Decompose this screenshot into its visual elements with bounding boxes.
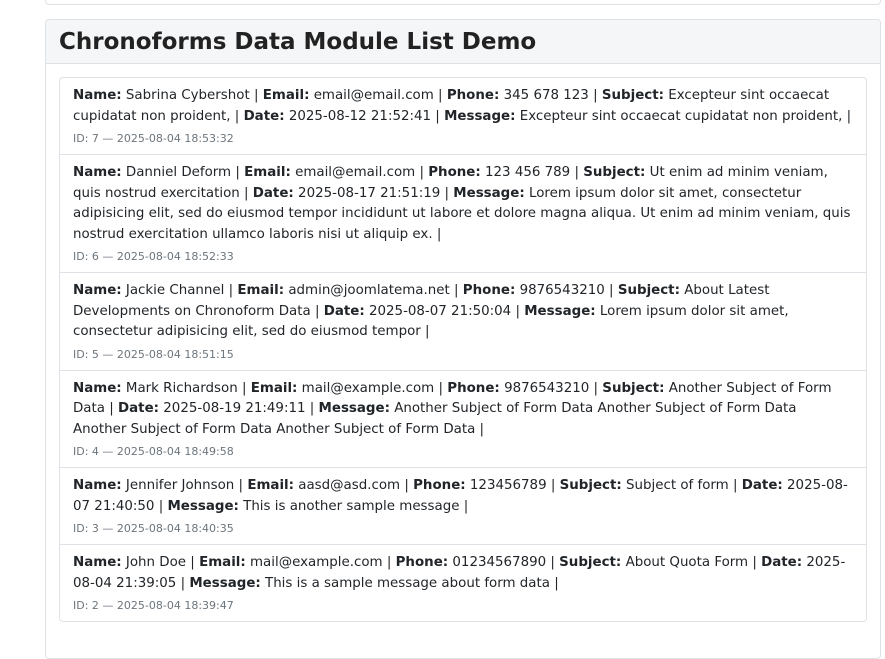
field-label-subject: Subject: (601, 88, 664, 103)
meta-dash: — (98, 250, 117, 263)
field-label-email: Email: (250, 380, 298, 396)
field-value-subject: About Latest Developments on Chronoform Data (73, 283, 770, 319)
entry-meta (73, 444, 853, 460)
field-separator: | (546, 478, 560, 493)
field-label-email: Email: (199, 555, 246, 570)
field-label-phone: Phone: (447, 380, 500, 396)
field-label-subject: Subject: (559, 555, 622, 570)
field-separator: | (728, 478, 742, 493)
field-label-name: Name: (73, 88, 122, 103)
field-label-name: Name: (73, 165, 122, 180)
list-item (60, 155, 866, 273)
field-label-message: Message: (453, 185, 525, 201)
field-separator: | (459, 498, 469, 514)
field-separator: | (431, 108, 445, 124)
list-item (60, 468, 866, 545)
field-label-name: Name: (73, 555, 122, 570)
field-value-message: Lorem ipsum dolor sit amet, consectetur adipisicing elit, sed do eiusmod tempor (73, 303, 789, 339)
field-label-subject: Subject: (602, 380, 665, 396)
field-separator: | (382, 555, 396, 570)
entry-id: 2 (91, 599, 99, 612)
id-prefix: ID: (73, 599, 92, 612)
field-separator: | (588, 88, 602, 103)
field-separator: | (154, 498, 168, 514)
entry-created: 2025-08-04 18:40:35 (116, 522, 234, 535)
entry-meta (73, 249, 853, 265)
id-prefix: ID: (73, 445, 92, 458)
entry-id: 6 (91, 250, 99, 263)
field-separator: | (440, 185, 454, 201)
field-separator: | (748, 555, 762, 570)
field-value-phone: 01234567890 (452, 555, 547, 570)
field-value-name: Sabrina Cybershot (125, 88, 250, 103)
field-label-date: Date: (243, 108, 285, 124)
field-value-date: 2025-08-12 21:52:41 (288, 108, 432, 124)
field-value-message: This is a sample message about form data (265, 575, 550, 591)
field-value-subject: Another Subject of Form Data (73, 380, 832, 416)
entry-meta (73, 131, 853, 147)
field-value-message: Lorem ipsum dolor sit amet, consectetur adipisicing elit, sed do eiusmod tempor incididunt ut labore et dolore magna aliqua. Ut enim ad minim veniam, quis nostrud exercitation ullamco laboris nisi ut aliquip ex. (73, 185, 851, 242)
id-prefix: ID: (73, 250, 92, 263)
field-separator: | (186, 555, 200, 570)
field-separator: | (432, 226, 442, 242)
entry-text (73, 281, 853, 343)
field-value-phone: 9876543210 (504, 380, 590, 396)
meta-dash: — (98, 445, 117, 458)
field-value-name: Mark Richardson (125, 380, 238, 396)
list-item (60, 78, 866, 155)
field-separator: | (176, 575, 190, 591)
data-list-card (45, 19, 881, 659)
field-value-date: 2025-08-17 21:51:19 (298, 185, 441, 201)
entry-created: 2025-08-04 18:49:58 (116, 445, 234, 458)
field-value-subject: About Quota Form (625, 555, 749, 570)
entry-created: 2025-08-04 18:52:33 (116, 250, 234, 263)
field-value-phone: 123456789 (469, 478, 547, 493)
field-separator: | (433, 88, 447, 103)
field-separator: | (234, 478, 248, 493)
field-value-message: Excepteur sint occaecat cupidatat non proident, (519, 108, 843, 124)
field-label-email: Email: (237, 283, 285, 298)
field-separator: | (475, 421, 485, 437)
field-separator: | (604, 283, 618, 298)
field-label-subject: Subject: (559, 478, 622, 493)
field-value-name: Jennifer Johnson (125, 478, 235, 493)
field-value-date: 2025-08-04 21:39:05 (73, 555, 846, 591)
field-label-date: Date: (252, 185, 294, 201)
field-value-date: 2025-08-07 21:40:50 (73, 478, 848, 514)
entry-text (73, 553, 853, 594)
field-separator: | (434, 380, 448, 396)
card-header (46, 20, 880, 64)
field-value-email: email@email.com (313, 88, 434, 103)
field-label-email: Email: (247, 478, 294, 493)
entry-id: 4 (91, 445, 99, 458)
entry-text (73, 163, 853, 245)
field-label-name: Name: (73, 478, 122, 493)
card-body (46, 64, 880, 622)
field-value-email: email@email.com (295, 165, 416, 180)
field-separator: | (570, 165, 584, 180)
field-value-message: Another Subject of Form Data Another Subject of Form Data Another Subject of Form Data Another Subject of Form Data (73, 401, 797, 437)
field-separator: | (224, 283, 238, 298)
field-separator: | (104, 401, 119, 416)
id-prefix: ID: (73, 347, 92, 361)
field-value-subject: Subject of form (626, 478, 729, 493)
field-label-date: Date: (741, 478, 783, 493)
entry-meta (73, 521, 853, 537)
id-prefix: ID: (73, 132, 92, 145)
entry-text (73, 379, 853, 441)
meta-dash: — (98, 132, 117, 145)
entry-created: 2025-08-04 18:51:15 (116, 347, 234, 361)
field-separator: | (305, 401, 319, 416)
field-separator: | (230, 108, 244, 124)
field-label-message: Message: (189, 575, 261, 591)
field-label-date: Date: (761, 555, 803, 570)
field-value-date: 2025-08-19 21:49:11 (163, 401, 306, 416)
field-value-phone: 9876543210 (519, 283, 605, 298)
entry-created: 2025-08-04 18:53:32 (116, 132, 234, 145)
list-item (60, 371, 866, 469)
field-label-name: Name: (73, 283, 122, 298)
field-separator: | (589, 380, 603, 396)
field-label-email: Email: (244, 165, 291, 180)
field-value-message: This is another sample message (243, 498, 460, 514)
meta-dash: — (98, 522, 117, 535)
meta-dash: — (98, 599, 117, 612)
field-label-name: Name: (73, 380, 122, 396)
entry-id: 5 (91, 347, 99, 361)
entry-meta (73, 347, 853, 363)
field-separator: | (842, 108, 852, 124)
field-value-email: aasd@asd.com (298, 478, 401, 493)
entry-created: 2025-08-04 18:39:47 (116, 599, 234, 612)
field-value-email: mail@example.com (301, 380, 435, 396)
field-separator: | (449, 283, 463, 298)
entry-id: 3 (91, 522, 99, 535)
entries-list (59, 77, 867, 622)
field-separator: | (546, 555, 560, 570)
entry-text (73, 476, 853, 517)
field-separator: | (249, 88, 263, 103)
field-value-subject: Ut enim ad minim veniam, quis nostrud exercitation (73, 165, 828, 201)
field-separator: | (400, 478, 414, 493)
field-label-phone: Phone: (462, 283, 516, 298)
field-separator: | (511, 303, 525, 319)
field-separator: | (310, 303, 324, 319)
entry-meta (73, 598, 853, 614)
entry-text (73, 86, 853, 127)
field-label-message: Message: (444, 108, 516, 124)
field-label-phone: Phone: (413, 478, 466, 493)
field-value-name: Danniel Deform (125, 165, 232, 180)
list-item (60, 273, 866, 371)
field-separator: | (237, 380, 251, 396)
field-label-subject: Subject: (617, 283, 680, 298)
field-value-name: John Doe (125, 555, 187, 570)
field-label-phone: Phone: (446, 88, 500, 103)
field-label-email: Email: (262, 88, 310, 103)
field-value-phone: 345 678 123 (503, 88, 589, 103)
field-label-message: Message: (524, 303, 596, 319)
field-label-phone: Phone: (428, 165, 481, 180)
field-separator: | (549, 575, 559, 591)
field-label-date: Date: (118, 401, 160, 416)
meta-dash: — (98, 347, 117, 361)
field-value-email: admin@joomlatema.net (288, 283, 450, 298)
field-value-name: Jackie Channel (125, 283, 225, 298)
field-separator: | (239, 185, 253, 201)
list-item (60, 545, 866, 621)
field-separator: | (420, 324, 430, 339)
field-value-email: mail@example.com (250, 555, 383, 570)
field-separator: | (231, 165, 245, 180)
field-label-date: Date: (323, 303, 365, 319)
field-label-message: Message: (318, 401, 390, 416)
field-value-date: 2025-08-07 21:50:04 (368, 303, 512, 319)
previous-card (45, 0, 881, 5)
field-value-phone: 123 456 789 (485, 165, 571, 180)
id-prefix: ID: (73, 522, 92, 535)
entry-id: 7 (91, 132, 99, 145)
page-title: Chronoforms Data Module List Demo (59, 29, 537, 55)
field-label-subject: Subject: (583, 165, 646, 180)
field-label-message: Message: (167, 498, 239, 514)
field-separator: | (415, 165, 429, 180)
field-value-subject: Excepteur sint occaecat cupidatat non proident, (73, 88, 830, 124)
field-label-phone: Phone: (395, 555, 449, 570)
